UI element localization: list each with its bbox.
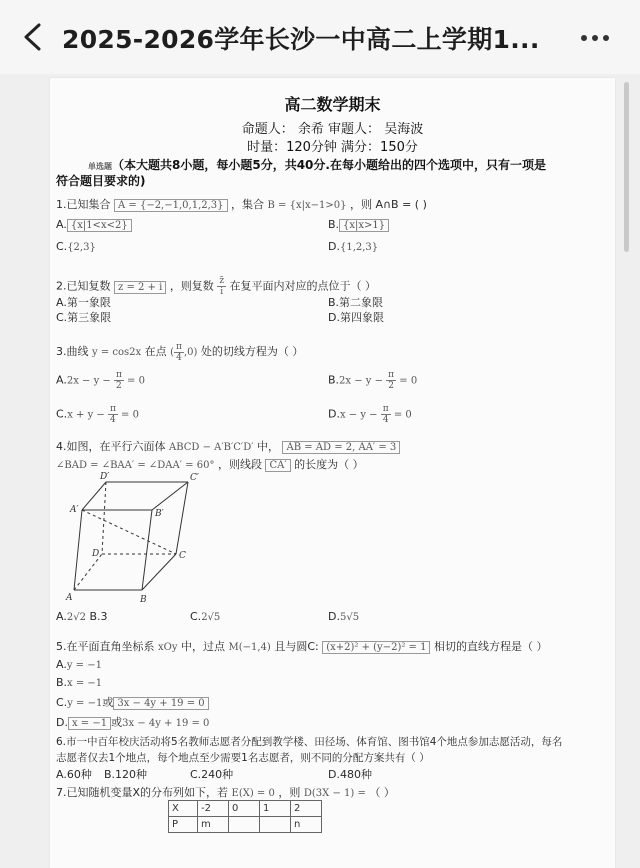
edge-b1b xyxy=(142,510,152,590)
q3-option-b-expr: 2x − y − xyxy=(339,375,387,387)
q1-stem: 1.已知集合 xyxy=(56,198,111,211)
edge-bc xyxy=(142,554,176,590)
table-row xyxy=(169,817,322,833)
q6-option-d[interactable]: D.480种 xyxy=(328,768,372,781)
q6-option-b[interactable]: B.120种 xyxy=(104,768,148,781)
q5-mid: 中，过点 xyxy=(181,640,225,653)
q1-option-a[interactable] xyxy=(56,218,132,231)
q4-condition-1: AB = AD = 2, AA′ = 3 xyxy=(282,441,400,454)
q3-tail: 处的切线方程为（ ） xyxy=(200,345,304,358)
edge-d1d-hidden xyxy=(102,482,106,554)
q3-option-a[interactable] xyxy=(56,370,145,391)
q4-option-d-expr: 5√5 xyxy=(339,612,360,623)
q7-stem: 7.已知随机变量X的分布列如下，若 xyxy=(56,786,229,799)
q1-option-b-label: B. xyxy=(328,218,340,231)
q3-option-b-eq: = 0 xyxy=(396,375,418,387)
q4-option-a-expr: 2√2 xyxy=(66,612,86,623)
q7-expression: D(3X − 1) = xyxy=(303,788,366,799)
table-cell: 0 xyxy=(229,801,260,817)
q4-angles: ∠BAD = ∠BAA′ = ∠DAA′ = 60° xyxy=(56,460,215,471)
q5-option-d-label: D. xyxy=(56,716,68,729)
more-options-icon[interactable] xyxy=(580,34,610,42)
label-d1: D′ xyxy=(100,472,110,482)
q4-option-c-label: C. xyxy=(190,610,202,623)
q1-option-c-expr: {2,3} xyxy=(67,242,96,253)
q1-option-b-expr: {x|x>1} xyxy=(339,219,389,232)
q4-option-a-label: A. xyxy=(56,610,67,623)
q3-option-c-eq: = 0 xyxy=(117,409,139,421)
table-cell: n xyxy=(291,817,322,833)
q4-segment: CA′ xyxy=(265,459,290,472)
q3-point-num: π xyxy=(176,342,182,352)
q2-frac-den: i xyxy=(220,287,224,297)
distribution-table xyxy=(168,800,322,833)
q5-option-b-label: B. xyxy=(56,676,68,689)
q1-option-a-expr: {x|1<x<2} xyxy=(67,219,132,232)
question-1 xyxy=(56,196,427,212)
q1-option-c[interactable] xyxy=(56,240,96,253)
q7-mid: ，则 xyxy=(278,786,301,799)
section-header xyxy=(88,156,546,173)
q6-option-c[interactable]: C.240种 xyxy=(190,768,234,781)
q3-option-a-eq: = 0 xyxy=(123,375,145,387)
q1-set-b: B = {x|x−1>0} xyxy=(267,200,347,211)
q1-option-d[interactable] xyxy=(328,240,378,253)
q3-option-d-label: D. xyxy=(328,407,340,421)
q2-option-d[interactable]: D.第四象限 xyxy=(328,311,384,324)
edge-a1a xyxy=(74,510,82,590)
q3-a-frac-den: 2 xyxy=(116,381,122,391)
document-viewer[interactable] xyxy=(0,74,640,868)
label-a1: A′ xyxy=(70,505,79,515)
q1-option-a-label: A. xyxy=(56,218,67,231)
q1-option-b[interactable] xyxy=(328,218,389,231)
edge-a1d1 xyxy=(82,482,106,510)
exam-authors: 命题人： 余希 审题人： 吴海波 xyxy=(241,122,424,137)
back-chevron-icon[interactable] xyxy=(20,22,46,52)
q4-option-c-expr: 2√5 xyxy=(201,612,221,623)
exam-title: 高二数学期末 xyxy=(284,95,381,114)
q2-option-c[interactable]: C.第三象限 xyxy=(56,311,112,324)
q3-mid: 在点 xyxy=(144,345,167,358)
q3-point-tail: ,0 xyxy=(183,347,194,358)
q2-z: z = 2 + i xyxy=(114,281,166,294)
q4-option-d[interactable] xyxy=(328,610,359,623)
q3-d-frac-den: 4 xyxy=(382,415,389,425)
q3-a-frac-num: π xyxy=(115,370,122,380)
q3-curve: y = cos2x xyxy=(92,347,142,358)
q4-solid: ABCD − A′B′C′D′ xyxy=(169,442,254,453)
table-cell: 1 xyxy=(260,801,291,817)
edge-ad-hidden xyxy=(74,554,102,590)
q3-option-b-label: B. xyxy=(328,373,340,387)
q2-mid: ，则复数 xyxy=(169,279,214,293)
q3-option-a-expr: 2x − y − xyxy=(66,375,114,387)
q3-option-d[interactable] xyxy=(328,404,412,425)
table-cell: 2 xyxy=(291,801,322,817)
q2-frac-num: z̄ xyxy=(219,276,225,286)
label-b: B xyxy=(140,595,147,605)
q5-mid2: 且与圆C: xyxy=(274,640,319,653)
q5-option-a-label: A. xyxy=(56,658,67,671)
q1-option-d-label: D. xyxy=(328,240,340,253)
q7-tail: （ ） xyxy=(369,786,395,799)
question-6-line2: 志愿者仅去1个地点，每个地点至少需要1名志愿者，则不同的分配方案共有（ ） xyxy=(56,752,430,764)
section-text-line2: 符合题目要求的) xyxy=(56,174,146,188)
q2-stem: 2.已知复数 xyxy=(56,279,111,293)
label-a: A xyxy=(66,593,73,603)
q3-c-frac-den: 4 xyxy=(110,415,116,425)
q1-mid: ，集合 xyxy=(231,198,265,211)
q4-mid: 中， xyxy=(256,440,279,453)
q5-circle: (x+2)² + (y−2)² = 1 xyxy=(322,641,430,654)
q3-stem: 3.曲线 xyxy=(56,345,89,358)
top-nav-bar xyxy=(0,0,640,75)
q2-tail: 在复平面内对应的点位于（ ） xyxy=(229,279,377,293)
q3-point-den: 4 xyxy=(176,353,182,363)
table-cell: m xyxy=(198,817,229,833)
q3-option-c-label: C. xyxy=(56,407,68,421)
q5-stem: 5.在平面直角坐标系 xyxy=(56,640,155,653)
label-b1: B′ xyxy=(155,509,164,519)
table-cell: -2 xyxy=(198,801,229,817)
q2-option-b[interactable]: B.第二象限 xyxy=(328,296,384,309)
q5-tail: 相切的直线方程是（ ） xyxy=(433,640,548,653)
edge-c1b1 xyxy=(152,482,188,510)
edge-c1c xyxy=(176,482,188,554)
q5-option-c[interactable] xyxy=(56,694,209,710)
q5-option-d-expr2: 3x − 4y + 19 = 0 xyxy=(122,718,210,729)
q1-set-a: A = {−2,−1,0,1,2,3} xyxy=(114,199,228,212)
q3-d-frac-num: π xyxy=(382,404,389,414)
q3-option-d-eq: = 0 xyxy=(390,409,412,421)
q3-option-d-frac xyxy=(381,404,391,425)
q3-option-a-frac xyxy=(114,370,124,391)
q5-option-c-expr1: y = −1 xyxy=(67,698,103,709)
document-page xyxy=(50,78,615,868)
label-c1: C′ xyxy=(190,473,199,483)
q5-option-d[interactable] xyxy=(56,714,209,730)
q5-point: M(−1,4) xyxy=(228,642,271,653)
q5-option-c-expr2: 3x − 4y + 19 = 0 xyxy=(113,697,208,710)
q4-option-c[interactable] xyxy=(190,610,220,623)
label-d: D xyxy=(92,549,100,559)
q5-system: xOy xyxy=(158,642,178,653)
q5-option-a-expr: y = −1 xyxy=(66,660,102,671)
q5-option-c-label: C. xyxy=(56,696,68,709)
scrollbar-thumb[interactable] xyxy=(624,82,629,252)
q1-tail: ，则 A∩B = ( ) xyxy=(349,198,427,211)
table-cell xyxy=(260,817,291,833)
document-title: 2025-2026学年长沙一中高二上学期1... xyxy=(62,25,540,54)
q3-option-b[interactable] xyxy=(328,370,417,391)
question-7 xyxy=(56,784,395,800)
q5-option-c-or: 或 xyxy=(102,696,114,709)
q2-option-a[interactable]: A.第一象限 xyxy=(56,296,111,309)
table-cell xyxy=(229,817,260,833)
q3-c-frac-num: π xyxy=(109,404,116,414)
question-6-line1: 6.市一中百年校庆活动将5名教师志愿者分配到教学楼、田径场、体育馆、图书馆4个地点参加志愿活动，每名 xyxy=(56,736,563,748)
q5-option-a[interactable] xyxy=(56,658,102,671)
q3-option-a-label: A. xyxy=(56,373,67,387)
q3-option-c[interactable] xyxy=(56,404,139,425)
table-cell: P xyxy=(169,817,198,833)
exam-time-score: 时量：120分钟 满分：150分 xyxy=(247,140,418,155)
q4-option-a[interactable] xyxy=(56,610,107,623)
q3-option-c-expr: x + y − xyxy=(67,409,108,421)
q6-option-a[interactable]: A.60种 xyxy=(56,768,92,781)
table-row xyxy=(169,801,322,817)
section-label: 单选题 xyxy=(88,162,112,171)
section-text: （本大题共8小题，每小题5分，共40分.在每小题给出的四个选项中，只有一项是 xyxy=(112,158,546,172)
q5-option-b-expr: x = −1 xyxy=(67,678,103,689)
q4-tail: ，则线段 xyxy=(217,458,262,471)
q5-option-b[interactable] xyxy=(56,676,102,689)
q4-option-b[interactable]: B.3 xyxy=(89,610,108,623)
q3-point-frac xyxy=(174,342,184,363)
q5-option-d-or: 或 xyxy=(111,716,123,729)
q3-option-c-frac xyxy=(108,404,118,425)
q4-option-d-label: D. xyxy=(328,610,340,623)
q1-option-c-label: C. xyxy=(56,240,68,253)
parallelepiped-figure xyxy=(60,468,220,608)
q2-fraction xyxy=(217,276,226,297)
label-c: C xyxy=(179,551,186,561)
q3-option-b-frac xyxy=(386,370,396,391)
question-3 xyxy=(56,342,303,363)
question-4 xyxy=(56,438,400,454)
q3-b-frac-num: π xyxy=(388,370,395,380)
q1-option-d-expr: {1,2,3} xyxy=(339,242,379,253)
q3-point: ( $\frac{\pi}{4}$ ,0) xyxy=(170,342,198,363)
q3-option-d-expr: x − y − xyxy=(339,409,381,421)
question-5 xyxy=(56,638,547,654)
q3-b-frac-den: 2 xyxy=(388,381,394,391)
table-cell: X xyxy=(169,801,198,817)
q5-option-d-expr1: x = −1 xyxy=(68,717,111,730)
q7-condition: E(X) = 0 xyxy=(231,788,275,799)
q4-tail2: 的长度为（ ） xyxy=(294,458,364,471)
q4-stem: 4.如图，在平行六面体 xyxy=(56,440,166,453)
